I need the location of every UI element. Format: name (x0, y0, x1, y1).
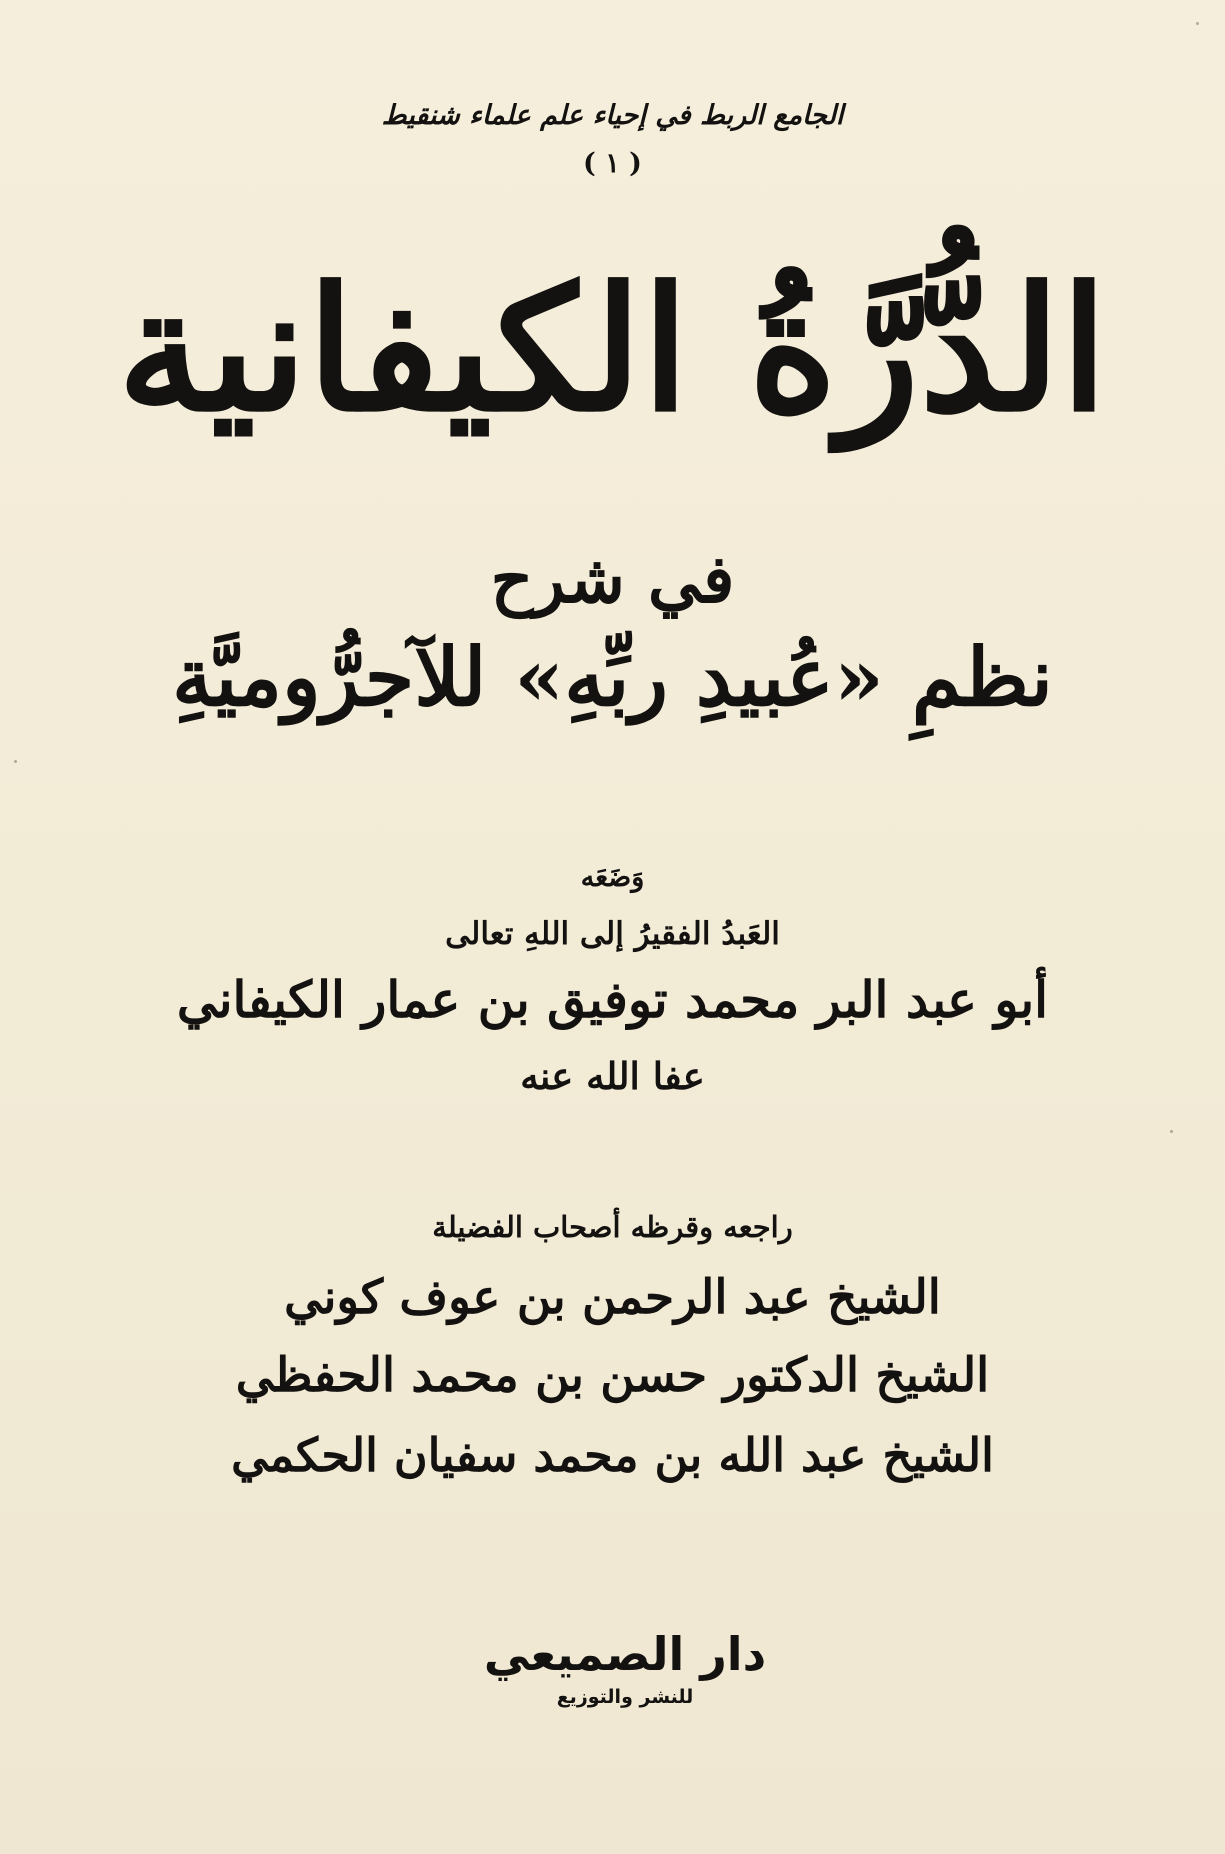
subtitle-line-2: نظمِ «عُبيدِ ربِّهِ» للآجرُّوميَّةِ (172, 630, 1053, 724)
series-name: الجامع الربط في إحياء علم علماء شنقيط (381, 100, 844, 131)
author-epithet: العَبدُ الفقيرُ إلى اللهِ تعالى (445, 916, 780, 952)
publisher-name: دار الصميعي (483, 1627, 767, 1681)
paper-speck (14, 760, 17, 763)
subtitle-line-1: في شرح (490, 540, 735, 618)
authored-by-label: وَضَعَه (580, 862, 645, 893)
reviewer-name: الشيخ عبد الله بن محمد سفيان الحكمي (231, 1428, 994, 1482)
series-number: ( ١ ) (583, 148, 642, 179)
paper-speck (1196, 22, 1199, 25)
reviewer-name: الشيخ الدكتور حسن بن محمد الحفظي (235, 1348, 990, 1403)
paper-speck (1170, 1130, 1173, 1133)
author-supplication: عفا الله عنه (520, 1054, 705, 1098)
reviewed-by-label: راجعه وقرظه أصحاب الفضيلة (432, 1210, 793, 1244)
publisher-tagline: للنشر والتوزيع (556, 1686, 694, 1708)
publisher-logo (480, 1626, 770, 1708)
author-name: أبو عبد البر محمد توفيق بن عمار الكيفاني (176, 970, 1049, 1029)
reviewer-name: الشيخ عبد الرحمن بن عوف كوني (284, 1270, 941, 1325)
book-title: الدُّرَّةُ الكيفانية (117, 250, 1108, 450)
